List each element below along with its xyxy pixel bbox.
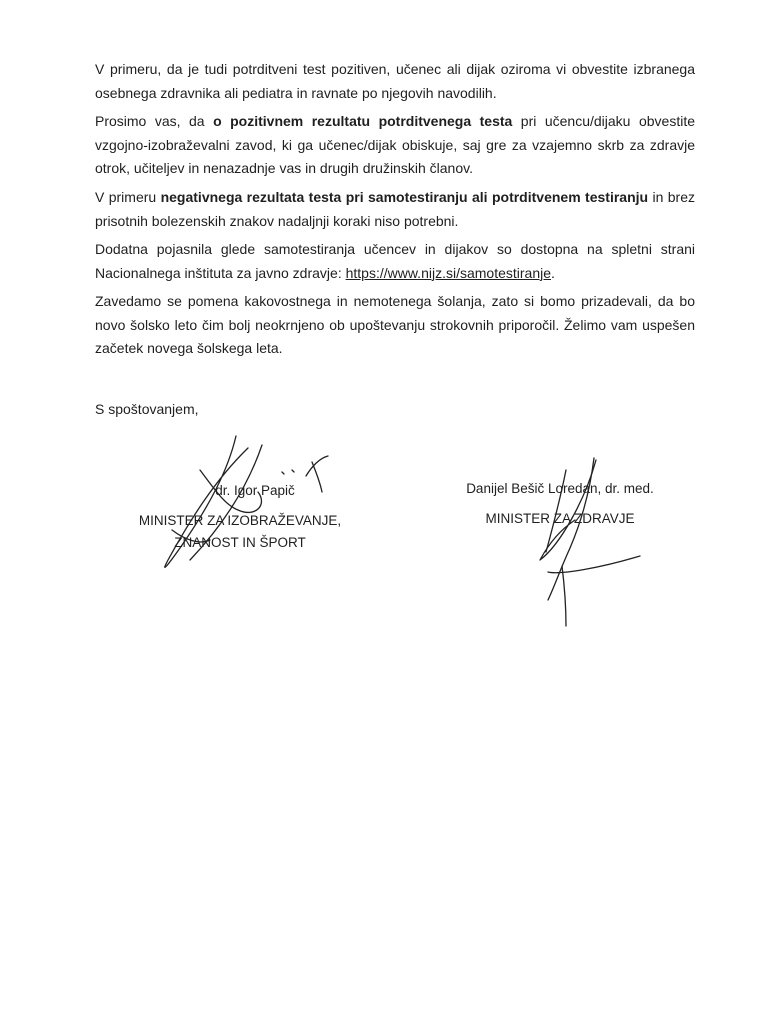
signatory-title: ZNANOST IN ŠPORT (174, 535, 306, 550)
paragraph-bold-text: o pozitivnem rezultatu potrditvenega testa (213, 113, 513, 129)
paragraph-text: . (551, 264, 555, 281)
paragraph-negative-result (95, 186, 695, 233)
paragraph-bold-text: negativnega rezultata testa pri samotestiranju ali potrditvenem testiranju (160, 189, 649, 205)
closing-salutation: S spoštovanjem, (95, 401, 199, 417)
signature-block-right (440, 478, 680, 530)
paragraph-confirmation-test (95, 58, 695, 105)
paragraph-text: in brez prisotnih bolezenskih znakov nadaljnji koraki niso potrebni. (95, 189, 695, 229)
signatory-title: MINISTER ZA ZDRAVJE (485, 511, 635, 526)
signature-block-left (110, 480, 370, 554)
paragraph-text: V primeru (95, 189, 161, 205)
signatory-name: Danijel Bešič Loredan, dr. med. (466, 481, 654, 496)
paragraph-text: Dodatna pojasnila glede samotestiranja učencev in dijakov so dostopna na spletni strani Nacionalnega inštituta za javno zdravje: (95, 241, 695, 281)
signatory-name: dr. Igor Papič (215, 483, 295, 498)
paragraph-text: Zavedamo se pomena kakovostnega in nemotenega šolanja, zato si bomo prizadevali, da bo novo šolsko leto čim bolj neokrnjeno ob upoštevanju strokovnih priporočil. Želimo vam uspešen začetek novega šolskega leta. (95, 293, 695, 356)
nijz-link[interactable]: https://www.nijz.si/samotestiranje (345, 264, 551, 281)
paragraph-school-year-wishes (95, 290, 695, 361)
paragraph-additional-info (95, 238, 695, 285)
paragraph-text: Prosimo vas, da (95, 113, 214, 129)
paragraph-text: V primeru, da je tudi potrditveni test pozitiven, učenec ali dijak oziroma vi obvestite izbranega osebnega zdravnika ali pediatra in ravnate po njegovih navodilih. (95, 61, 695, 101)
paragraph-text: pri učencu/dijaku obvestite vzgojno-izobraževalni zavod, ki ga učenec/dijak obiskuje, saj gre za vzajemno skrb za zdravje otrok, učiteljev in nenazadnje vas in drugih družinskih članov. (95, 113, 695, 176)
signatory-title: MINISTER ZA IZOBRAŽEVANJE, (138, 513, 342, 528)
paragraph-inform-school (95, 110, 695, 181)
